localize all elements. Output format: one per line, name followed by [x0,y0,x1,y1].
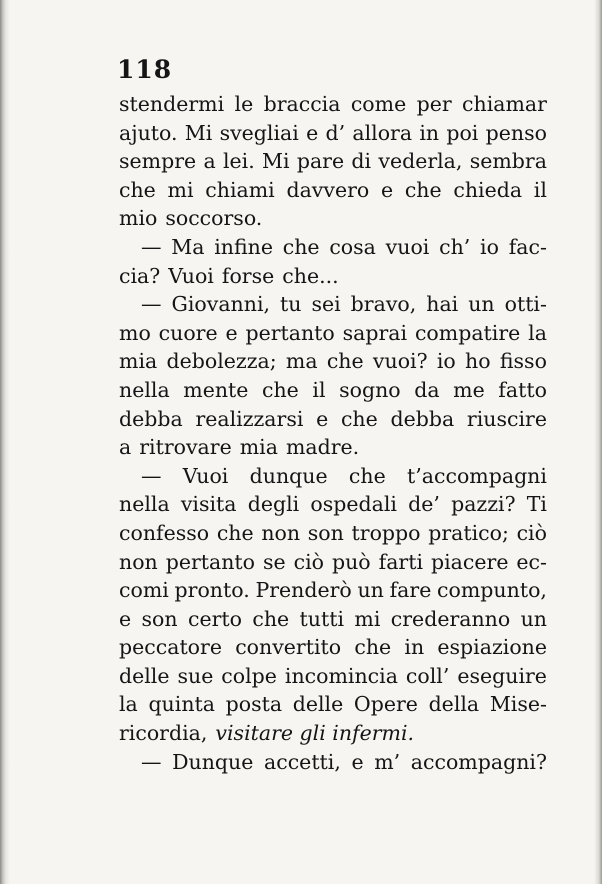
word: svegliai [219,120,299,145]
word: vederla, [378,149,463,174]
word: la [528,320,547,345]
word: ritrovare [139,435,232,460]
word: chieda [453,177,523,202]
word: saprai [342,320,408,345]
word: espiazione [437,635,547,660]
word: di [351,149,372,174]
text-line [119,290,547,319]
word: che... [282,263,339,288]
word: madre. [285,435,360,460]
word: Opere [353,692,418,717]
word: de’ [408,492,440,517]
text-line [119,519,547,548]
word: me [453,377,485,402]
word: e [119,606,132,631]
word: Ti [526,492,547,517]
word: come [350,92,407,116]
word: che [348,463,386,488]
word: e [380,177,394,202]
text-line [119,376,547,405]
word: mente [183,377,249,402]
word: il [533,177,547,202]
word: se [263,549,286,574]
word: mia [119,349,158,374]
word: in [404,635,425,660]
word: ospedali [310,492,397,517]
word: pertanto [165,549,256,574]
text-line [119,462,547,491]
word: a [203,149,216,174]
word: delle [292,692,344,717]
word: che [252,606,290,631]
word: sogno [339,377,401,402]
text-line [119,719,547,748]
word: per [416,92,452,116]
word: Mi [262,149,290,174]
word: accompagni? [410,749,547,774]
word: fisso [499,349,547,374]
word: non [119,549,158,574]
word: che [326,349,364,374]
word: pertanto [245,320,335,345]
word: nella [119,377,170,402]
word: e [225,320,238,345]
word: troppo [351,520,421,545]
text-line [119,405,547,434]
word: che [282,234,320,259]
word: sempre [119,149,197,174]
word: crederanno [390,606,511,631]
word: chiami [205,177,275,202]
word: convertito [235,635,342,660]
word: un [520,606,547,631]
word: che [216,520,254,545]
text-line [119,748,547,777]
page-left-edge [0,0,10,884]
word: Dunque [172,749,254,774]
word: Prenderò [255,578,352,603]
word: quinta [148,692,215,717]
word: visitare gli infermi. [215,721,415,746]
word: confesso [119,520,210,545]
word: in [419,120,440,145]
text-line [119,662,547,691]
word: bravo, [350,292,417,317]
word: braccia [263,92,341,116]
word: poi [446,120,479,145]
word: compunto, [437,578,547,603]
word: posta [225,692,283,717]
word: allora [352,120,413,145]
word: incomincia [284,663,398,688]
text-line [119,119,547,148]
word: cia? [119,263,161,288]
text-line [119,633,547,662]
word: la [119,692,138,717]
word: e [316,406,329,431]
word: ma [285,349,318,374]
word: davvero [286,177,370,202]
word: che [119,177,156,202]
word: otti- [504,292,547,317]
text-line [119,204,547,233]
word: non [261,520,301,545]
word: infine [214,234,273,259]
word: che [340,406,378,431]
word: fac- [508,234,547,259]
text-line [119,690,547,719]
word: un [357,578,384,603]
word: m’ [374,749,401,774]
text-line [119,147,547,176]
word: vuoi? [372,349,428,374]
word: delle [119,663,170,688]
text-line [119,433,547,462]
word: forse [221,263,275,288]
word: realizzarsi [195,406,304,431]
word: mia [239,435,278,460]
word: cosa [329,234,376,259]
word: cuore [158,320,218,345]
word: tu [280,292,302,317]
word: mio [119,206,158,231]
word: peccatore [119,635,222,660]
word: tutti [299,606,345,631]
word: pronto. [174,578,250,603]
text-line [119,490,547,519]
text-line [119,576,547,605]
word: colpe [221,663,277,688]
body-text [119,90,547,776]
word: io [480,234,499,259]
word: coll’ [405,663,450,688]
word: accetti, [264,749,341,774]
word: lei. [222,149,255,174]
word: nella [119,492,170,517]
word: ajuto. [119,120,178,145]
word: stendermi [119,92,225,116]
word: pare [296,149,345,174]
word: che [404,177,442,202]
word: ricordia, [119,721,208,746]
word: debba [390,406,455,431]
word: farti [378,549,424,574]
word: da [414,377,440,402]
word: Mise- [489,692,547,717]
word: il [312,377,326,402]
word: chiamar [462,92,547,116]
page-right-edge [594,0,602,884]
word: della [428,692,480,717]
word: ciò [516,520,547,545]
word: ch’ [439,234,471,259]
word: ec- [516,549,547,574]
word: ciò [293,549,325,574]
word: hai [426,292,459,317]
word: mo [119,320,151,345]
text-line [119,548,547,577]
word: visita [180,492,237,517]
word: Mi [184,120,213,145]
page-number: 118 [117,55,173,84]
text-line [119,233,547,262]
text-line [119,347,547,376]
word: riuscire [466,406,547,431]
word: penso [485,120,547,145]
word: Giovanni, [171,292,271,317]
text-line [119,176,547,205]
word: soccorso. [165,206,263,231]
word: che [261,377,299,402]
word: Vuoi [168,263,214,288]
word: io [436,349,456,374]
word: son [141,606,178,631]
text-line [119,319,547,348]
word: fare [389,578,432,603]
text-line [119,90,547,119]
word: fatto [498,377,547,402]
word: eseguire [457,663,547,688]
text-line [119,262,547,291]
word: son [307,520,344,545]
word: che [354,635,392,660]
word: Vuoi [182,463,229,488]
word: e [351,749,364,774]
word: debba [119,406,183,431]
word: dunque [249,463,328,488]
word: vuoi [385,234,430,259]
word: Ma [171,234,205,259]
word: t’accompagni [407,463,547,488]
word: può [331,549,371,574]
word: a [119,435,132,460]
word: un [468,292,495,317]
word: e [306,120,319,145]
word: certo [187,606,242,631]
word: — [141,463,162,488]
word: mi [354,606,381,631]
word: sembra [469,149,547,174]
word: debolezza; [166,349,277,374]
word: pratico; [428,520,509,545]
word: — [141,749,162,774]
word: le [234,92,254,116]
word: ho [465,349,491,374]
text-line [119,605,547,634]
word: piacere [431,549,509,574]
word: comi [119,578,169,603]
word: — [141,292,162,317]
word: d’ [325,120,346,145]
word: sei [311,292,341,317]
word: sue [177,663,214,688]
word: degli [247,492,300,517]
word: — [141,234,162,259]
word: pazzi? [451,492,516,517]
word: mi [167,177,194,202]
word: compatire [414,320,521,345]
